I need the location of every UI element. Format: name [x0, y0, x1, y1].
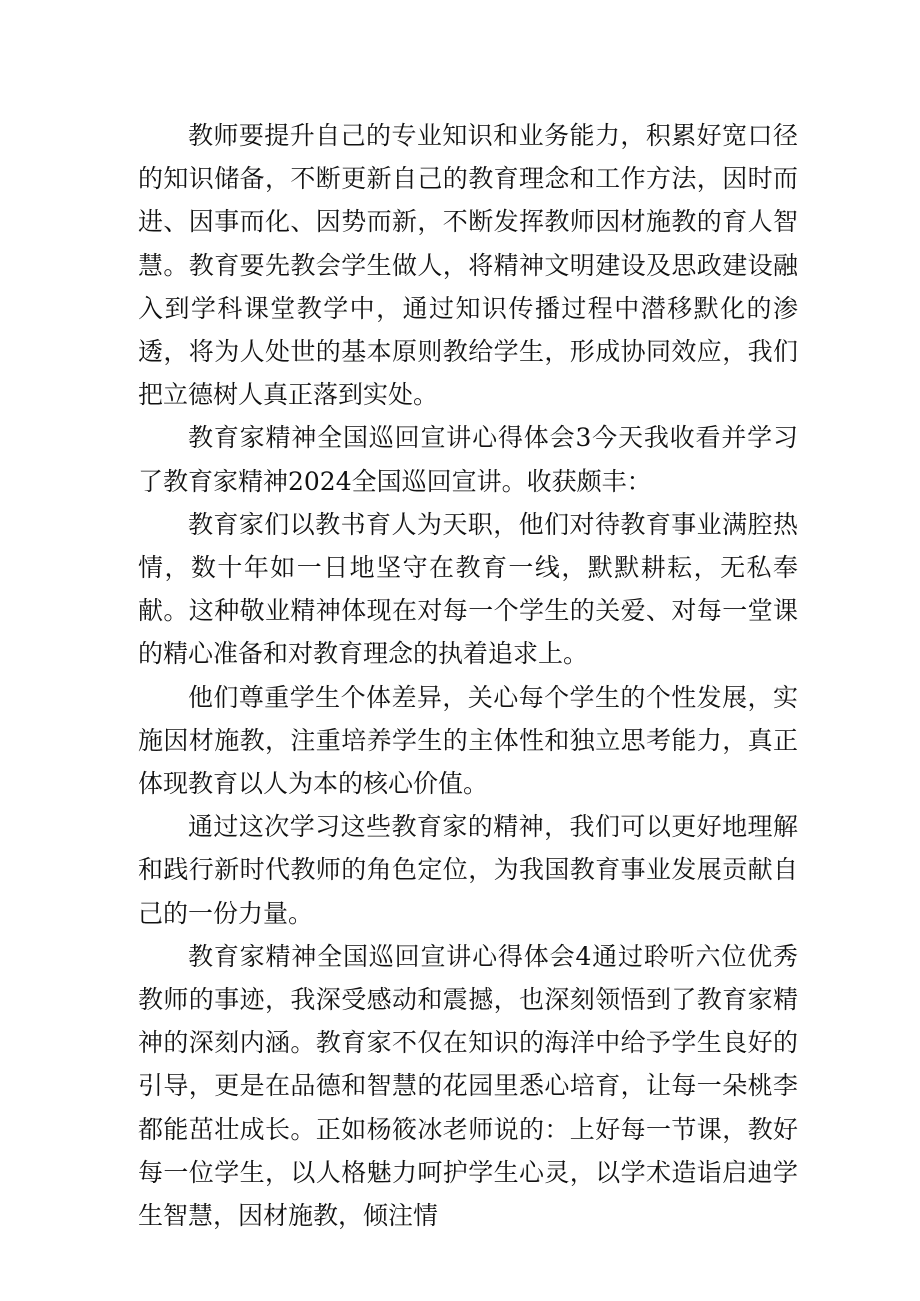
paragraph-1: 教师要提升自己的专业知识和业务能力，积累好宽口径的知识储备，不断更新自己的教育理念和工作方法，因时而进、因事而化、因势而新，不断发挥教师因材施教的育人智慧。教育要先教会学生做人，将精神文明建设及思政建设融入到学科课堂教学中，通过知识传播过程中潜移默化的渗透，将为人处世的基本原则教给学生，形成协同效应，我们把立德树人真正落到实处。 [138, 121, 798, 410]
paragraph-5: 通过这次学习这些教育家的精神，我们可以更好地理解和践行新时代教师的角色定位，为我国教育事业发展贡献自己的一份力量。 [138, 812, 798, 928]
paragraph-4: 他们尊重学生个体差异，关心每个学生的个性发展，实施因材施教，注重培养学生的主体性和独立思考能力，真正体现教育以人为本的核心价值。 [138, 682, 798, 799]
document-body [138, 114, 798, 1237]
paragraph-6: 教育家精神全国巡回宣讲心得体会4通过聆听六位优秀教师的事迹，我深受感动和震撼，也深刻领悟到了教育家精神的深刻内涵。教育家不仅在知识的海洋中给予学生良好的引导，更是在品德和智慧的花园里悉心培育，让每一朵桃李都能茁壮成长。正如杨筱冰老师说的：上好每一节课，教好每一位学生，以人格魅力呵护学生心灵，以学术造诣启迪学生智慧，因材施教，倾注情 [138, 941, 798, 1231]
paragraph-2: 教育家精神全国巡回宣讲心得体会3今天我收看并学习了教育家精神2024全国巡回宣讲。收获颇丰： [138, 423, 798, 496]
paragraph-3: 教育家们以教书育人为天职，他们对待教育事业满腔热情，数十年如一日地坚守在教育一线，默默耕耘，无私奉献。这种敬业精神体现在对每一个学生的关爱、对每一堂课的精心准备和对教育理念的执着追求上。 [138, 509, 798, 669]
